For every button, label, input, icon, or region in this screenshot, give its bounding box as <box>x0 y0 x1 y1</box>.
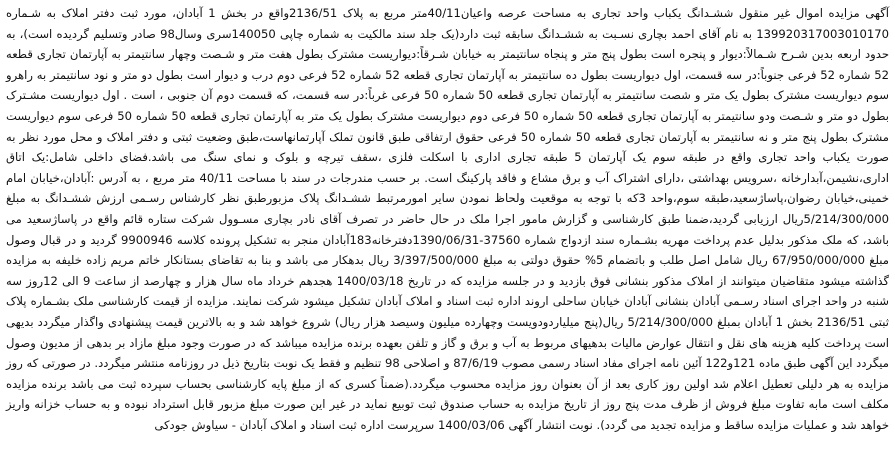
notice-paragraph <box>6 3 889 435</box>
notice-body-text: آگهی مزایده اموال غیر منقول ششـدانگ یکباب واحد تجاری به مساحت عرصه واعیان40/11متر مربع به پلاک 2136/51واقع در بخش 1 آبادان، مورد ثبت دفتر املاک به شـماره 139920317003010170 به نام آقای احمد بچاری نسـبت به ششـدانگ سابقه ثبت دارد(یک جلد سند مالکیت به شماره چاپی 140050سری وسال98 صادر وتسلیم گردیده است)، به حدود اربعه بدین شـرح شـمالاً:دیوار و پنجره است بطول پنج متر و پنجاه سانتیمتر به خیابان شـرقاً:دیواریست مشترک بطول هفت متر و شـصت وچهار سانتیمتر به آپارتمان تجاری قطعه 52 شماره 52 فرعی جنوباً:در سه قسمت، اول دیواریست بطول ده سانتیمتر به آپارتمان تجاری قطعه 52 شماره 52 فرعی دوم درب و دیوار است بطول دو متر و نود سانتیمتر به راهرو سوم دیواریست مشترک بطول یک متر و شصت سانتیمتر به آپارتمان تجاری قطعه 50 شماره 50 فرعی غرباً:در سه قسمت، که قسمت دوم آن جنوبی ، است . اول دیواریست مشـترک بطول دو متر و شـصت ودو سانتیمتر به آپارتمان تجاری قطعه 50 شماره 50 فرعی دوم دیواریست مشترک بطول یک متر به آپارتمان تجاری قطعه 50 شماره 50 فرعی سوم دیواریست مشترک بطول پنج متر و نه سانتیمتر به آپارتمان تجاری قطعه 50 شماره 50 فرعی حقوق ارتفاقی طبق قانون تملک آپارتمانهاست،طبق وضعیت ثبتی و دفتر املاک و محل مورد نظر به صورت یکباب واحد تجاری واقع در طبقه سوم یک آپارتمان 5 طبقه تجاری اداری با اسکلت فلزی ،سقف تیرچه و بلوک و نمای سنگ می باشد.فضای داخلی شامل:یک اتاق اداری،نشیمن،آبدارخانه ،سرویس بهداشتی ،دارای اشتراک آب و برق مشاع و فاقد پارکینگ است. بر حسب مندرجات در سند با مساحت 40/11 متر مربع ، به آدرس :آبادان،خیابان امام خمینی،خیابان رضوان،پاساژسعید،طبقه سوم،واحد 3که با توجه به موقعیت ولحاظ نمودن سایر امورمرتبط ششـدانگ پلاک مزبورطبق نظر کارشناس رسـمی ارزش ششـدانگ به مبلغ 5/214/300/000ریال ارزیابی گردید،ضمنا طبق کارشناسی و گزارش مامور اجرا ملک در حال حاضر در تصرف آقای نادر بچاری مسـوول شرکت ستاره قائم واقع در پاساژسعید می باشد، که ملک مذکور بدلیل عدم پرداخت مهریه بشـماره سند ازدواج شماره 37560-1390/06/31دفترخانه183آبادان منجر به تشکیل پرونده کلاسه 9900946 گردید و در قبال وصول مبلغ 67/950/000/000 ریال شامل اصل طلب و باتضمام 5% حقوق دولتی به مبلغ 3/397/500/000 ریال بدهکار می باشد و بنا به تقاضای بستانکار خاتم مریم زاده خلیفه به مزایده گذاشته میشود متقاضیان میتوانند از املاک مذکور بنشانی فوق بازدید و در جلسه مزایده که در تاریخ 1400/03/18 هجدهم خرداد ماه سال هزار و چهارصد از ساعت 9 الی 12روز سه شنبه در واحد اجرای اسناد رسـمی آبادان بنشانی آبادان خیابان ساحلی اروند اداره ثبت اسناد و املاک آبادان تشکیل میشود شرکت نمایند. مزایده از قیمت کارشناسی ملک بشـماره پلاک ثبتی 2136/51 بخش 1 آبادان بمبلغ 5/214/300/000 ریال(پنج میلیاردودویست وچهارده میلیون وسیصد هزار ریال) شروع خواهد شد و به بالاترین قیمت پیشنهادی واگذار میگردد بدیهی است پرداخت کلیه هزینه های نقل و انتقال عوارض مالیات بدهیهای مربوط به آب و برق و گاز و تلفن بعهده برنده مزایده میباشد که در صورت وجود مبلغ مازاد بر بدهی از مدیون وصول میگردد این آگهی طبق ماده 121و122 آئین نامه اجرای مفاد اسناد رسمی مصوب 87/6/19 و اصلاحی 98 تنظیم و فقط یک نوبت بتاریخ ذیل در روزنامه منتشر میگردد. در صورتی که روز مزایده به هر دلیلی تعطیل اعلام شد اولین روز کاری بعد از آن بعنوان روز مزایده محسوب میگردد.(ضمناً کسری که از مبلغ پایه کارشناسی بحساب سپرده ثبت می باشد برنده مزایده مکلف است مابه تفاوت مبلغ فروش از ظرف مدت پنج روز از تاریخ مزایده به حساب صندوق ثبت توبیع نماید در غیر این صورت مبلغ مزبور قابل استرداد نبوده و به حساب خزانه واریز خواهد شد و عملیات مزایده ساقط و مزایده تجدید می گردد). نوبت انتشار آگهی 1400/03/06 سرپرست اداره ثبت اسناد و املاک آبادان - <box>6 6 890 432</box>
notice-signature: سیاوش جودکی <box>154 417 229 432</box>
